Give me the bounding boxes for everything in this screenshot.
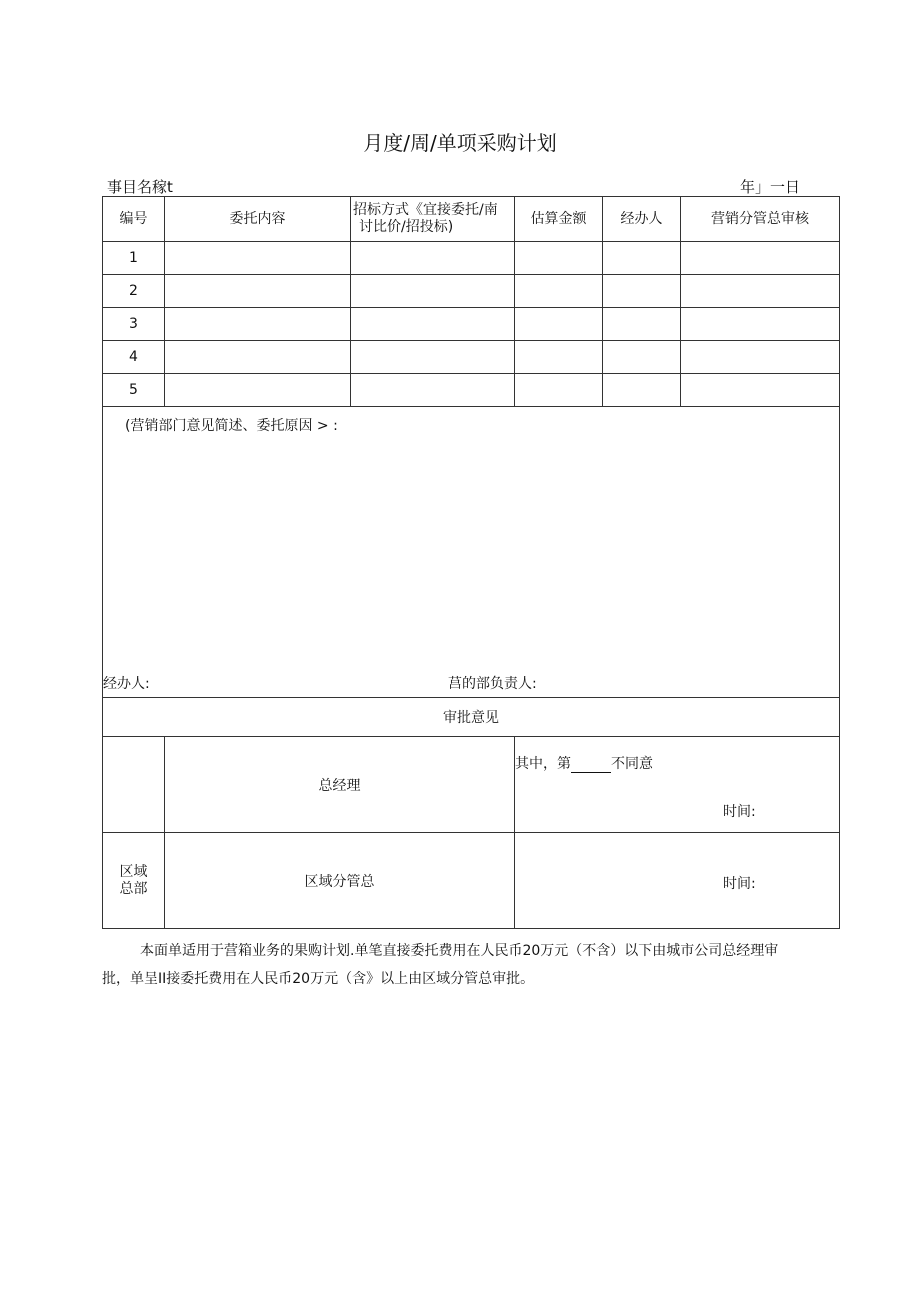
gm-time-label: 时间: xyxy=(723,804,756,820)
approval-title-row xyxy=(103,698,840,737)
table-row xyxy=(103,341,840,374)
region-line2: 总部 xyxy=(119,880,148,897)
cell-content[interactable] xyxy=(165,275,351,308)
page-title: 月度/周/单项采购计划 xyxy=(363,131,557,155)
cell-method[interactable] xyxy=(351,275,515,308)
cell-amount[interactable] xyxy=(515,242,603,275)
header-amount: 估算金额 xyxy=(515,197,603,242)
cell-method[interactable] xyxy=(351,341,515,374)
row-number: 5 xyxy=(103,374,165,407)
cell-review[interactable] xyxy=(681,308,840,341)
header-method-line1: 招标方式《宜接委托/南 xyxy=(353,202,498,218)
gm-label: 总经理 xyxy=(165,737,515,833)
row-number: 2 xyxy=(103,275,165,308)
handler-signature-label: 经办人: xyxy=(103,676,150,692)
table-row xyxy=(103,374,840,407)
cell-amount[interactable] xyxy=(515,275,603,308)
row-number: 3 xyxy=(103,308,165,341)
cell-handler[interactable] xyxy=(603,374,681,407)
gm-opinion-blank[interactable] xyxy=(571,759,611,773)
note-prompt: (营销部门意见简述、委托原因 > : xyxy=(125,418,338,434)
header-method-line2: 讨比价/招投标) xyxy=(359,219,454,235)
gm-opinion-cell[interactable] xyxy=(515,737,840,833)
cell-content[interactable] xyxy=(165,374,351,407)
cell-review[interactable] xyxy=(681,275,840,308)
row-number: 4 xyxy=(103,341,165,374)
cell-amount[interactable] xyxy=(515,341,603,374)
header-row xyxy=(103,197,840,242)
cell-content[interactable] xyxy=(165,242,351,275)
header-number: 编号 xyxy=(103,197,165,242)
note-row xyxy=(103,407,840,698)
cell-method[interactable] xyxy=(351,374,515,407)
plan-table xyxy=(102,196,840,929)
header-review: 营销分管总审核 xyxy=(681,197,840,242)
table-row xyxy=(103,275,840,308)
gm-blank-cell xyxy=(103,737,165,833)
approval-title: 审批意见 xyxy=(103,698,840,737)
region-line1: 区域 xyxy=(119,863,148,880)
year-blank[interactable] xyxy=(694,182,738,197)
header-handler: 经办人 xyxy=(603,197,681,242)
header-method xyxy=(351,197,515,242)
cell-content[interactable] xyxy=(165,341,351,374)
date-text: 年」一日 xyxy=(740,178,801,196)
region-cell xyxy=(103,833,165,929)
cell-content[interactable] xyxy=(165,308,351,341)
cell-amount[interactable] xyxy=(515,374,603,407)
cell-review[interactable] xyxy=(681,374,840,407)
cell-handler[interactable] xyxy=(603,308,681,341)
cell-amount[interactable] xyxy=(515,308,603,341)
region-label: 区域分管总 xyxy=(165,833,515,929)
region-time-label: 时间: xyxy=(723,876,756,892)
cell-handler[interactable] xyxy=(603,242,681,275)
cell-handler[interactable] xyxy=(603,341,681,374)
gm-opinion-line xyxy=(515,753,653,773)
project-name-label: 事目名稼t xyxy=(107,178,173,196)
cell-review[interactable] xyxy=(681,341,840,374)
cell-method[interactable] xyxy=(351,308,515,341)
cell-method[interactable] xyxy=(351,242,515,275)
gm-row xyxy=(103,737,840,833)
date-line xyxy=(694,176,800,197)
region-opinion-cell[interactable] xyxy=(515,833,840,929)
gm-opinion-suffix: 不同意 xyxy=(611,756,653,772)
row-number: 1 xyxy=(103,242,165,275)
note-area[interactable] xyxy=(103,407,840,698)
dept-head-signature-label: 莒的部负责人: xyxy=(448,676,537,692)
gm-opinion-prefix: 其中，第 xyxy=(515,756,571,772)
table-row xyxy=(103,308,840,341)
cell-handler[interactable] xyxy=(603,275,681,308)
cell-review[interactable] xyxy=(681,242,840,275)
footnote: 本面单适用于营箱业务的果购计划.单笔直接委托费用在人民币20万元（不含）以下由城市公司总经理审批，单呈II接委托费用在人民币20万元（含》以上由区域分管总审批。 xyxy=(102,943,779,987)
header-content: 委托内容 xyxy=(165,197,351,242)
region-row xyxy=(103,833,840,929)
table-row xyxy=(103,242,840,275)
